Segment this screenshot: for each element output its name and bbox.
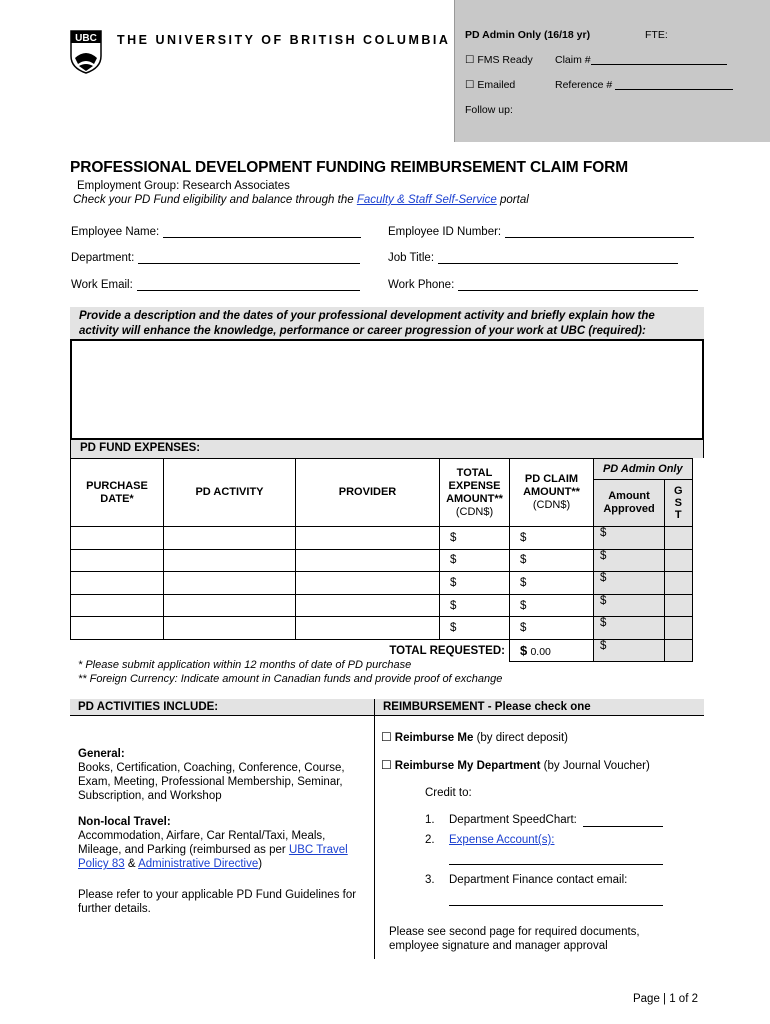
col-amount-approved: Amount Approved (594, 480, 665, 527)
self-service-link[interactable]: Faculty & Staff Self-Service (356, 194, 497, 206)
column-divider (374, 699, 375, 959)
credit-to-label: Credit to: (425, 787, 472, 799)
reimburse-department-label: Reimburse My Department (394, 760, 541, 772)
table-row (71, 527, 693, 550)
eligibility-note (73, 194, 529, 206)
reimburse-department-note: (by Journal Voucher) (540, 760, 650, 772)
employee-name-label: Employee Name: (71, 226, 160, 238)
total-expense-cell[interactable] (440, 617, 510, 640)
follow-up-label: Follow up: (465, 104, 513, 116)
travel-section (78, 815, 363, 871)
reference-field[interactable] (555, 79, 733, 91)
general-section (78, 747, 363, 803)
currency-sign: $ (600, 527, 607, 539)
eligibility-suffix: portal (496, 194, 529, 206)
table-row (71, 572, 693, 595)
expenses-table (70, 458, 693, 662)
col-total-expense (440, 459, 510, 527)
claim-label: Claim # (555, 54, 591, 66)
gst-cell (665, 617, 693, 640)
fte-label: FTE: (645, 29, 668, 41)
currency-sign: $ (450, 576, 457, 589)
employee-id-input[interactable] (505, 226, 694, 238)
total-expense-cell[interactable] (440, 549, 510, 572)
gst-cell (665, 572, 693, 595)
pd-activity-cell[interactable] (164, 549, 296, 572)
col-gst: G S T (665, 480, 693, 527)
table-header-row-1 (71, 459, 693, 480)
work-email-input[interactable] (137, 279, 360, 291)
provider-cell[interactable] (296, 572, 440, 595)
travel-policy-link[interactable]: UBC Travel Policy 83 (78, 844, 348, 870)
currency-sign: $ (520, 576, 527, 589)
admin-total-cell (594, 639, 665, 661)
job-title-input[interactable] (438, 252, 678, 264)
amount-approved-cell (594, 572, 665, 595)
purchase-date-cell[interactable] (71, 549, 164, 572)
currency-sign: $ (520, 554, 527, 567)
amount-approved-cell (594, 594, 665, 617)
page-number: Page | 1 of 2 (632, 993, 698, 1005)
activities-heading: PD ACTIVITIES INCLUDE: (70, 699, 375, 716)
total-expense-cell[interactable] (440, 527, 510, 550)
item2-number: 2. (425, 834, 435, 846)
fms-ready-checkbox[interactable]: ☐ FMS Ready (465, 54, 533, 66)
department-label: Department: (71, 252, 135, 264)
col-pd-activity: PD ACTIVITY (164, 459, 296, 527)
admin-only-box (454, 0, 770, 142)
currency-sign: $ (450, 599, 457, 612)
general-title: General: (78, 748, 125, 760)
pd-activity-cell[interactable] (164, 572, 296, 595)
department-input[interactable] (138, 252, 360, 264)
table-row (71, 594, 693, 617)
claim-amount-cell[interactable] (510, 527, 594, 550)
description-input[interactable] (70, 339, 704, 440)
reimbursement-heading: REIMBURSEMENT - Please check one (375, 699, 704, 716)
currency-sign: $ (520, 531, 527, 544)
purchase-date-cell[interactable] (71, 594, 164, 617)
speedchart-input[interactable] (583, 815, 663, 827)
currency-sign: $ (450, 554, 457, 567)
col-claim-label: PD CLAIM AMOUNT** (523, 473, 580, 498)
total-value: 0.00 (530, 645, 551, 658)
finance-contact-input[interactable] (449, 905, 663, 906)
col-total-expense-label: TOTAL EXPENSE AMOUNT** (446, 466, 503, 505)
employee-id-field[interactable] (388, 226, 694, 238)
col-admin-only: PD Admin Only (594, 459, 693, 480)
total-requested-value (510, 639, 594, 661)
col-claim-amount (510, 459, 594, 527)
claim-amount-cell[interactable] (510, 617, 594, 640)
second-page-note: Please see second page for required documents, employee signature and manager approval (389, 926, 640, 952)
admin-directive-link[interactable]: Administrative Directive (138, 858, 259, 870)
purchase-date-cell[interactable] (71, 572, 164, 595)
currency-sign: $ (600, 572, 607, 585)
currency-sign: $ (600, 617, 607, 630)
total-expense-cell[interactable] (440, 594, 510, 617)
currency-sign: $ (600, 549, 607, 562)
job-title-field[interactable] (388, 252, 678, 264)
travel-text (78, 829, 363, 871)
amount-approved-cell (594, 527, 665, 550)
reference-label: Reference # (555, 79, 613, 91)
reimburse-department-option[interactable] (381, 758, 650, 773)
emailed-checkbox[interactable]: ☐ Emailed (465, 79, 516, 91)
currency-sign: $ (450, 622, 457, 635)
currency-sign: $ (520, 599, 527, 612)
employee-name-input[interactable] (163, 226, 361, 238)
col-claim-unit: (CDN$) (532, 499, 571, 511)
form-title: PROFESSIONAL DEVELOPMENT FUNDING REIMBURSEMENT CLAIM FORM (70, 159, 629, 176)
eligibility-prefix: Check your PD Fund eligibility and balance through the (73, 194, 357, 206)
travel-close: ) (258, 858, 263, 870)
speedchart-field[interactable] (449, 813, 663, 827)
admin-title: PD Admin Only (16/18 yr) (465, 29, 591, 41)
note-foreign-currency: ** Foreign Currency: Indicate amount in Canadian funds and provide proof of exchange (78, 673, 503, 685)
travel-title: Non-local Travel: (78, 816, 171, 828)
amount-approved-cell (594, 549, 665, 572)
svg-text:UBC: UBC (75, 33, 97, 44)
expenses-heading: PD FUND EXPENSES: (70, 440, 704, 458)
col-provider: PROVIDER (296, 459, 440, 527)
university-name: THE UNIVERSITY OF BRITISH COLUMBIA (117, 33, 451, 47)
pd-activity-cell[interactable] (164, 594, 296, 617)
provider-cell[interactable] (296, 527, 440, 550)
gst-total-cell (665, 639, 693, 661)
pd-activity-cell[interactable] (164, 617, 296, 640)
work-phone-label: Work Phone: (388, 279, 455, 291)
table-row (71, 549, 693, 572)
work-phone-field[interactable] (388, 279, 698, 291)
employee-name-field[interactable] (71, 226, 361, 238)
department-field[interactable] (71, 252, 360, 264)
job-title-label: Job Title: (388, 252, 435, 264)
total-currency: $ (520, 642, 528, 658)
currency-sign: $ (600, 594, 607, 607)
reference-line[interactable] (615, 79, 733, 90)
reimburse-department-checkbox[interactable]: ☐ (381, 758, 392, 772)
item1-number: 1. (425, 814, 435, 826)
reimburse-me-option[interactable] (381, 730, 568, 745)
travel-text-body: Accommodation, Airfare, Car Rental/Taxi, Meals, Mileage, and Parking (reimbursed as per (78, 830, 326, 856)
amount-approved-cell (594, 617, 665, 640)
reimburse-me-note: (by direct deposit) (473, 732, 568, 744)
description-prompt: Provide a description and the dates of your professional development activity and briefly explain how the activity will enhance the knowledge, performance or career progression of your work at UBC (required): (70, 307, 704, 340)
expense-accounts-input[interactable] (449, 864, 663, 865)
gst-cell (665, 549, 693, 572)
table-row (71, 617, 693, 640)
purchase-date-cell[interactable] (71, 617, 164, 640)
finance-contact-label: Department Finance contact email: (449, 874, 628, 886)
provider-cell[interactable] (296, 617, 440, 640)
total-expense-cell[interactable] (440, 572, 510, 595)
note-12-months: * Please submit application within 12 months of date of PD purchase (78, 659, 412, 671)
work-phone-input[interactable] (458, 279, 698, 291)
provider-cell[interactable] (296, 549, 440, 572)
general-text: Books, Certification, Coaching, Conference, Course, Exam, Meeting, Professional Membership, Seminar, Subscription, and Workshop (78, 762, 345, 802)
currency-sign: $ (520, 622, 527, 635)
provider-cell[interactable] (296, 594, 440, 617)
gst-cell (665, 527, 693, 550)
total-requested-label: TOTAL REQUESTED: (71, 639, 510, 661)
col-purchase-date: PURCHASE DATE* (71, 459, 164, 527)
gst-cell (665, 594, 693, 617)
reimburse-me-label: Reimburse Me (394, 732, 474, 744)
claim-amount-cell[interactable] (510, 549, 594, 572)
speedchart-label: Department SpeedChart: (449, 814, 577, 826)
reimburse-me-checkbox[interactable]: ☐ (381, 730, 392, 744)
ubc-logo (70, 30, 102, 72)
item3-number: 3. (425, 874, 435, 886)
pd-activity-cell[interactable] (164, 527, 296, 550)
work-email-label: Work Email: (71, 279, 133, 291)
col-total-expense-unit: (CDN$) (455, 505, 494, 518)
claim-amount-cell[interactable] (510, 594, 594, 617)
claim-field[interactable] (555, 54, 727, 66)
work-email-field[interactable] (71, 279, 360, 291)
purchase-date-cell[interactable] (71, 527, 164, 550)
claim-amount-cell[interactable] (510, 572, 594, 595)
claim-line[interactable] (591, 54, 727, 65)
employee-id-label: Employee ID Number: (388, 226, 502, 238)
guidelines-note: Please refer to your applicable PD Fund Guidelines for further details. (78, 889, 357, 915)
currency-sign: $ (600, 639, 607, 652)
currency-sign: $ (450, 531, 457, 544)
expense-accounts-link[interactable]: Expense Account(s): (449, 834, 555, 846)
employment-group: Employment Group: Research Associates (77, 180, 290, 192)
travel-amp: & (124, 858, 139, 870)
